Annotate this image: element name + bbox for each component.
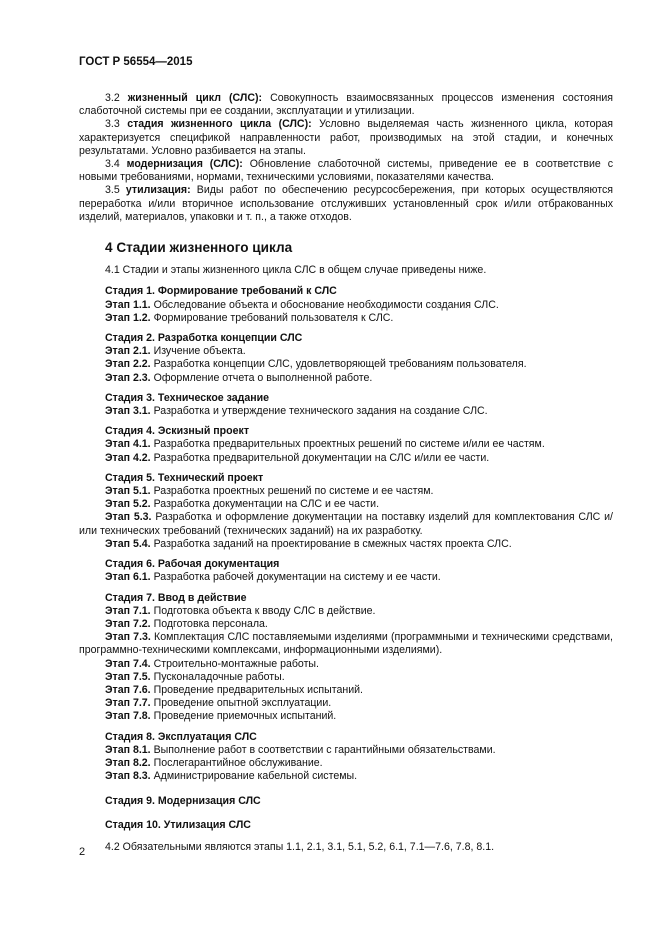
stage-title: Стадия 3. Техническое задание <box>105 391 270 404</box>
step-item: Этап 2.2. Разработка концепции СЛС, удовлетворяющей требованиям пользователя. <box>105 358 527 371</box>
step-item: Этап 5.1. Разработка проектных решений по системе и ее частям. <box>105 485 434 498</box>
mandatory-stages-note: 4.2 Обязательными являются этапы 1.1, 2.1, 3.1, 5.1, 5.2, 6.1, 7.1—7.6, 7.8, 8.1. <box>105 840 495 853</box>
stage-title: Стадия 8. Эксплуатация СЛС <box>105 730 257 743</box>
stage-5 <box>79 472 613 551</box>
stage-4 <box>79 425 613 465</box>
step-item: Этап 4.1. Разработка предварительных проектных решений по системе и/или ее частям. <box>105 438 545 451</box>
stage-title: Стадия 1. Формирование требований к СЛС <box>105 285 337 298</box>
step-item: Этап 8.3. Администрирование кабельной системы. <box>105 770 358 783</box>
step-item: Этап 1.2. Формирование требований пользователя к СЛС. <box>105 311 394 324</box>
document-code-header: ГОСТ Р 56554—2015 <box>79 56 193 68</box>
step-item: Этап 7.4. Строительно-монтажные работы. <box>105 657 319 670</box>
step-item: Этап 7.2. Подготовка персонала. <box>105 617 268 630</box>
stage-title: Стадия 5. Технический проект <box>105 471 264 484</box>
stage-8 <box>79 731 613 784</box>
term-3-4: 3.4 модернизация (СЛС): Обновление слаботочной системы, приведение ее в соответствие с новыми требованиями, нормами, техническими условиями, показателями качества. <box>79 158 613 184</box>
stage-7 <box>79 592 613 724</box>
step-item: Этап 7.1. Подготовка объекта к вводу СЛС в действие. <box>105 604 376 617</box>
step-item: Этап 7.3. Комплектация СЛС поставляемыми изделиями (программными и техническими средствами, программно-техническими комплексами, информационными изделиями). <box>79 631 613 657</box>
stage-title: Стадия 6. Рабочая документация <box>105 558 280 571</box>
stage-10 <box>79 819 613 832</box>
step-item: Этап 4.2. Разработка предварительной документации на СЛС и/или ее части. <box>105 451 490 464</box>
stage-6 <box>79 558 613 584</box>
step-item: Этап 3.1. Разработка и утверждение технического задания на создание СЛС. <box>105 405 488 418</box>
step-item: Этап 7.7. Проведение опытной эксплуатации. <box>105 697 332 710</box>
stage-9 <box>79 795 613 808</box>
step-item: Этап 5.3. Разработка и оформление документации на поставку изделий для комплектования СЛС и/или технических требований (технических заданий) на их разработку. <box>79 511 613 537</box>
stages-list <box>79 285 613 831</box>
page-number: 2 <box>79 846 86 858</box>
document-body <box>79 92 613 854</box>
terms-block <box>79 92 613 224</box>
step-item: Этап 2.1. Изучение объекта. <box>105 345 246 358</box>
step-item: Этап 8.2. Послегарантийное обслуживание. <box>105 756 323 769</box>
step-item: Этап 8.1. Выполнение работ в соответствии с гарантийными обязательствами. <box>105 743 496 756</box>
step-item: Этап 2.3. Оформление отчета о выполненной работе. <box>105 371 373 384</box>
step-item: Этап 5.4. Разработка заданий на проектирование в смежных частях проекта СЛС. <box>105 537 512 550</box>
stage-title: Стадия 9. Модернизация СЛС <box>105 795 261 808</box>
stage-3 <box>79 392 613 418</box>
stage-1 <box>79 285 613 325</box>
stage-title: Стадия 4. Эскизный проект <box>105 425 250 438</box>
step-item: Этап 7.8. Проведение приемочных испытаний. <box>105 710 337 723</box>
stage-title: Стадия 7. Ввод в действие <box>105 591 247 604</box>
step-item: Этап 7.5. Пусконаладочные работы. <box>105 670 285 683</box>
step-item: Этап 6.1. Разработка рабочей документации на систему и ее части. <box>105 571 441 584</box>
stage-title: Стадия 2. Разработка концепции СЛС <box>105 332 303 345</box>
term-3-5: 3.5 утилизация: Виды работ по обеспечению ресурсосбережения, при которых осуществляются переработка и/или вторичное использование отслуживших установленный срок и/или отбракованных изделий, материалов, упаковки и т. п., а также отходов. <box>79 184 613 223</box>
section-title: 4 Стадии жизненного цикла <box>105 240 293 256</box>
step-item: Этап 5.2. Разработка документации на СЛС и ее части. <box>105 498 380 511</box>
step-item: Этап 7.6. Проведение предварительных испытаний. <box>105 683 364 696</box>
step-item: Этап 1.1. Обследование объекта и обоснование необходимости создания СЛС. <box>105 298 499 311</box>
section-intro: 4.1 Стадии и этапы жизненного цикла СЛС в общем случае приведены ниже. <box>105 264 487 277</box>
term-3-2: 3.2 жизненный цикл (СЛС): Совокупность взаимосвязанных процессов изменения состояния слаботочной системы при ее создании, эксплуатации и утилизации. <box>79 92 613 118</box>
stage-2 <box>79 332 613 385</box>
stage-title: Стадия 10. Утилизация СЛС <box>105 818 251 831</box>
term-3-3: 3.3 стадия жизненного цикла (СЛС): Условно выделяемая часть жизненного цикла, которая характеризуется спецификой направленности работ, производимых на этой стадии, и конечных результатами. Условно разбивается на этапы. <box>79 118 613 157</box>
